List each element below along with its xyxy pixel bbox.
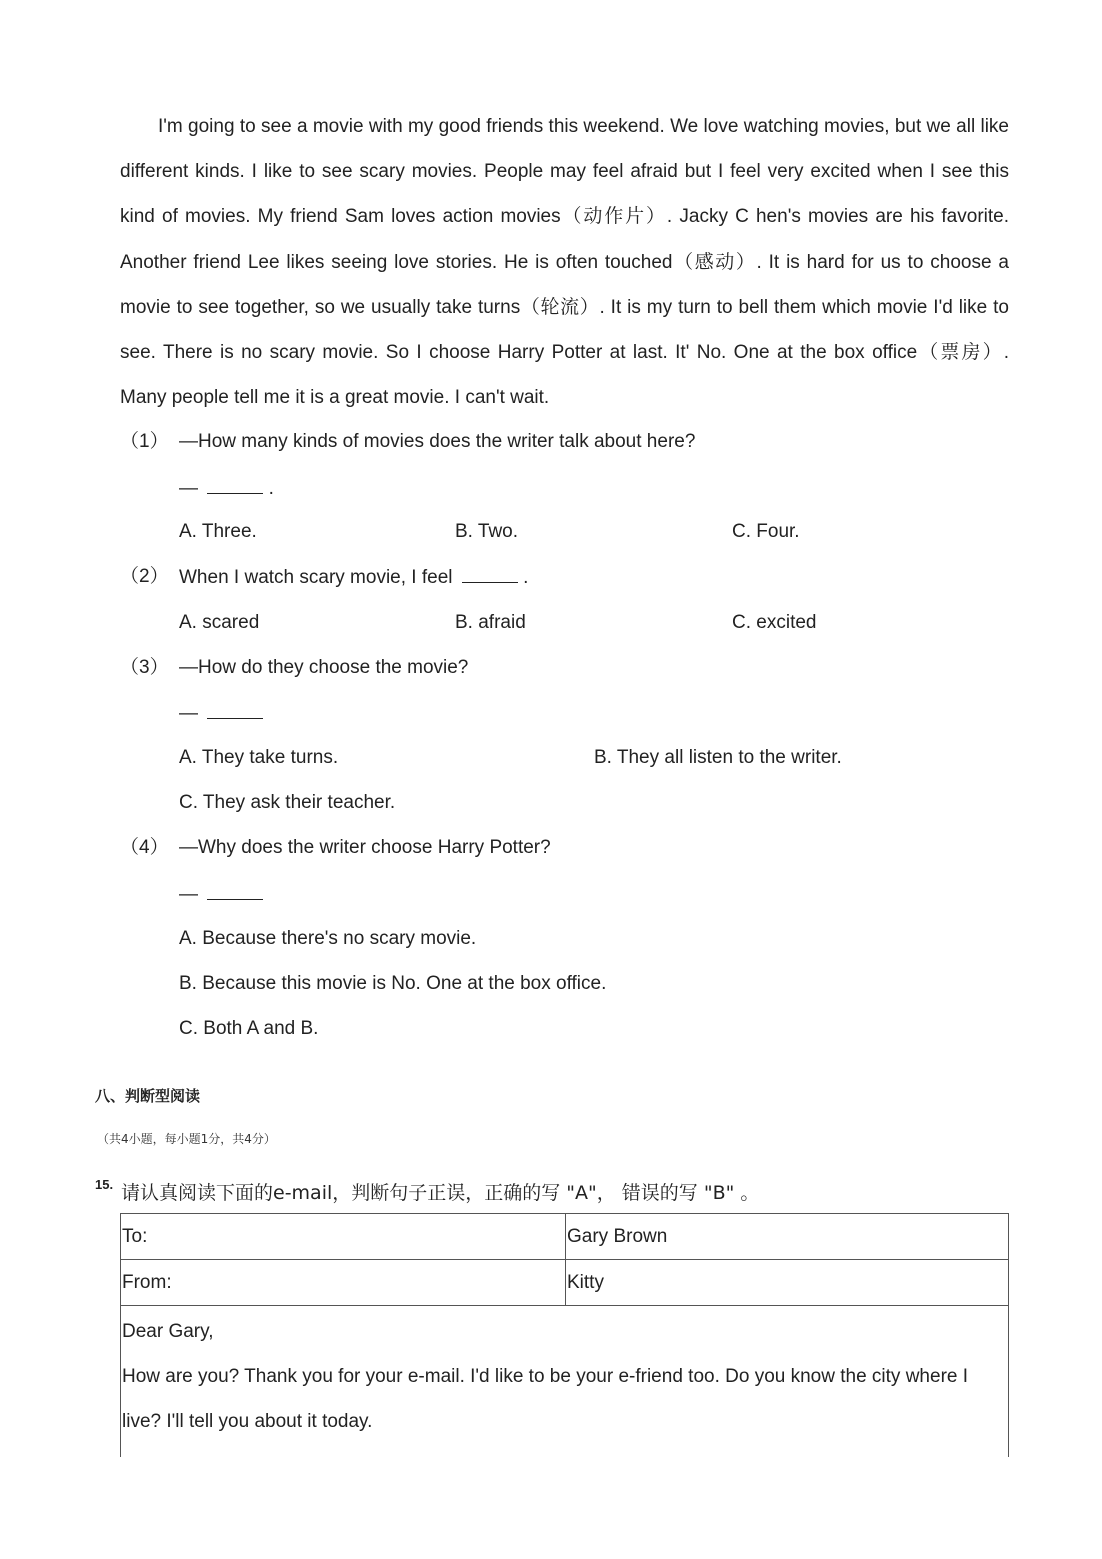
option-c[interactable]: C. excited xyxy=(732,612,817,633)
question-text: —Why does the writer choose Harry Potter? xyxy=(179,837,551,858)
question-number: （3） xyxy=(120,657,169,678)
to-value: Gary Brown xyxy=(566,1214,1009,1260)
option-b[interactable]: B. They all listen to the writer. xyxy=(594,747,842,768)
question-number: 15. xyxy=(95,1177,114,1192)
section-title: 八、判断型阅读 xyxy=(95,1087,201,1105)
passage-text: I'm going to see a movie with my good friends this weekend. We love watching movies, but we all like different kinds. I like to see scary movies. People may feel afraid but I feel very excited when I see this kind of movies. My friend Sam loves action movies（动作片）. Jacky C hen's movies are his favorite. Another friend Lee likes seeing love stories. He is often touched（感动）. It is hard for us to choose a movie to see together, so we usually take turns（轮流）. It is my turn to bell them which movie I'd like to see. There is no scary movie. So I choose Harry Potter at last. It' No. One at the box office（票房）. Many people tell me it is a great movie. I can't wait. xyxy=(120,116,1009,409)
option-b[interactable]: B. Two. xyxy=(455,521,519,542)
answer-line: — . xyxy=(179,475,274,502)
option-a[interactable]: A. They take turns. xyxy=(179,747,339,768)
question-number: （1） xyxy=(120,431,169,452)
option-c[interactable]: C. They ask their teacher. xyxy=(179,792,396,813)
answer-blank[interactable] xyxy=(207,475,263,494)
question-number: （4） xyxy=(120,837,169,858)
to-label: To: xyxy=(121,1214,566,1260)
answer-blank[interactable] xyxy=(207,881,263,900)
question-text: When I watch scary movie, I feel . xyxy=(179,564,528,591)
option-a[interactable]: A. Three. xyxy=(179,521,257,542)
from-value: Kitty xyxy=(566,1260,1009,1306)
option-a[interactable]: A. Because there's no scary movie. xyxy=(179,928,477,949)
email-greeting: Dear Gary, xyxy=(122,1321,214,1342)
question-instruction: 请认真阅读下面的e-mail，判断句子正误，正确的写 "A"， 错误的写 "B" 。 xyxy=(121,1182,760,1204)
to-row xyxy=(121,1214,1009,1260)
option-b[interactable]: B. afraid xyxy=(455,612,526,633)
reading-passage xyxy=(120,104,1009,420)
answer-blank[interactable] xyxy=(462,564,518,583)
option-c[interactable]: C. Four. xyxy=(732,521,800,542)
option-b[interactable]: B. Because this movie is No. One at the box office. xyxy=(179,973,607,994)
answer-line: — xyxy=(179,700,263,727)
option-a[interactable]: A. scared xyxy=(179,612,260,633)
email-table xyxy=(120,1213,1009,1457)
question-number: （2） xyxy=(120,566,169,587)
email-body xyxy=(121,1306,1009,1457)
section-subtitle: （共4小题，每小题1分，共4分） xyxy=(97,1132,276,1146)
answer-line: — xyxy=(179,881,263,908)
from-label: From: xyxy=(121,1260,566,1306)
question-text: —How do they choose the movie? xyxy=(179,657,469,678)
answer-blank[interactable] xyxy=(207,700,263,719)
option-c[interactable]: C. Both A and B. xyxy=(179,1018,319,1039)
email-body-row xyxy=(121,1306,1009,1457)
from-row xyxy=(121,1260,1009,1306)
email-text: How are you? Thank you for your e-mail. I'd like to be your e-friend too. Do you know the city where I live? I'll tell you about it today. xyxy=(122,1366,969,1433)
question-text: —How many kinds of movies does the writer talk about here? xyxy=(179,431,696,452)
